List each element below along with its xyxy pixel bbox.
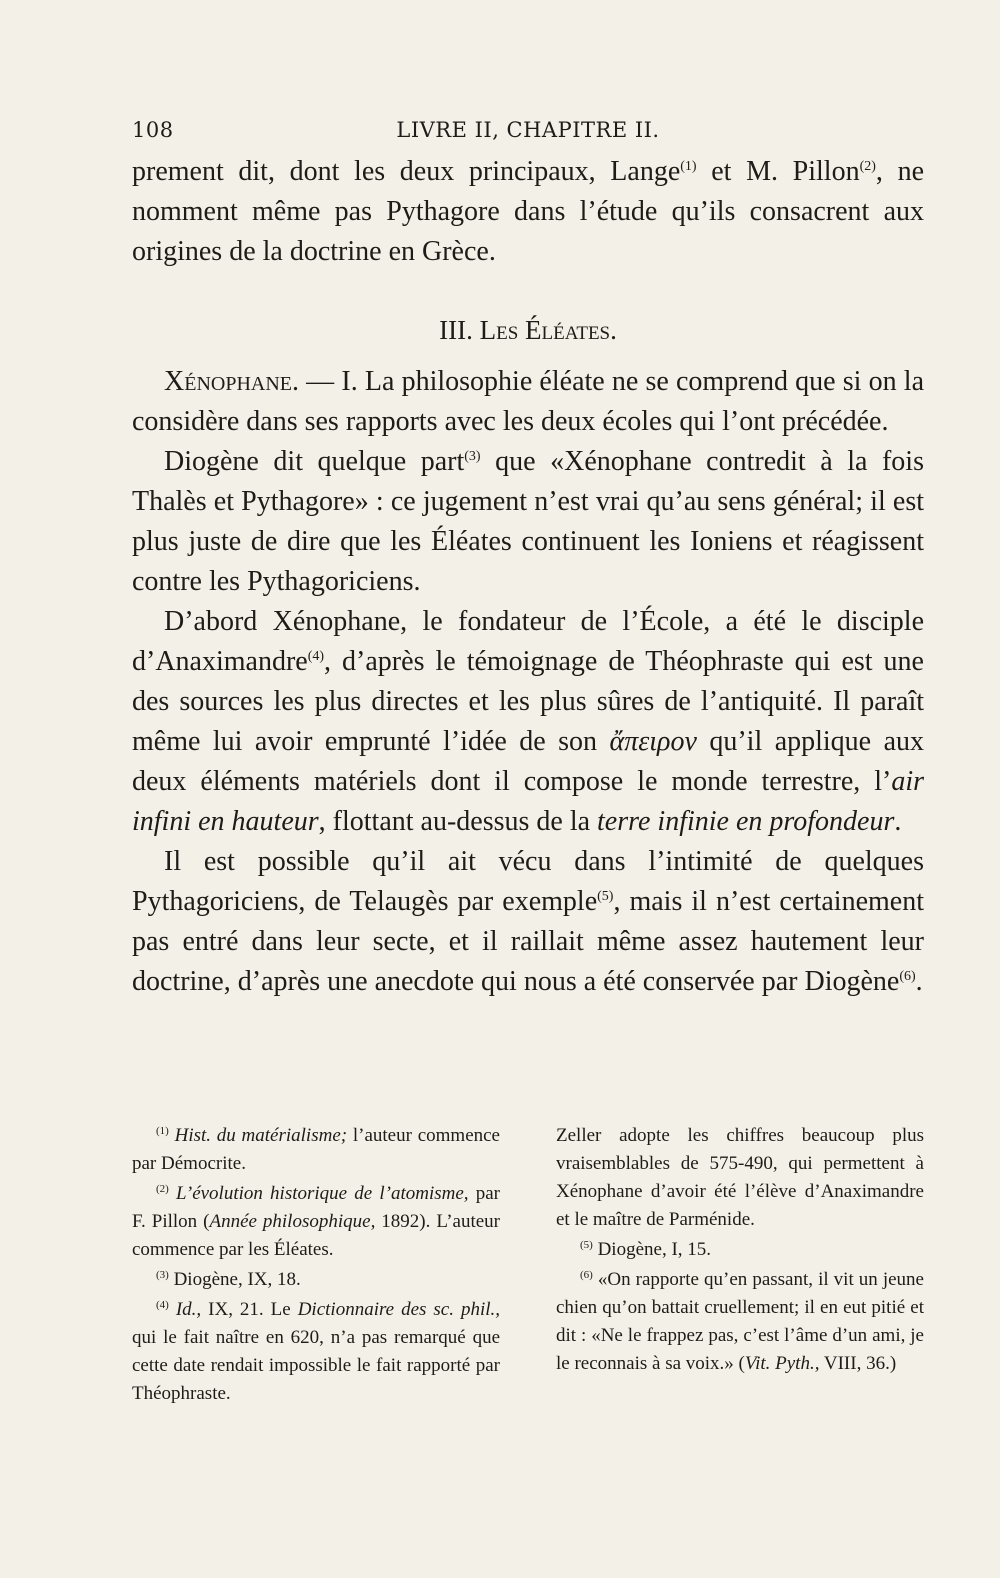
paragraph-4: D’abord Xénophane, le fondateur de l’École, a été le disciple d’Anaximandre$^{(4)}$, d’après le témoignage de Théophraste qui est une des sources les plus directes et les plus sûres de l’antiquité. Il paraît même lui avoir emprunté l’idée de son ἄπειρον qu’il applique aux deux éléments matériels dont il compose le monde terrestre, l’air infini en hauteur, flottant au-dessus de la terre infinie en profondeur. [132,606,924,837]
paragraph-2: Xénophane. — I. La philosophie éléate ne se comprend que si on la considère dans ses rapports avec les deux écoles qui l’ont précédée. [132,366,924,437]
footnotes-right-column [556,1122,924,1410]
page-number: 108 [132,118,174,142]
footnotes [132,1122,924,1410]
running-head [132,112,924,152]
footnote-ref-4[interactable]: (4) [307,649,325,664]
paragraph-3: Diogène dit quelque part$^{(3)}$ que «Xénophane contredit à la fois Thalès et Pythagore» : ce jugement n’est vrai qu’au sens général; il est plus juste de dire que les Éléates continuent les Ioniens et réagissent contre les Pythagoriciens. [132,446,924,597]
footnote-4: $^{(4)}$ Id., IX, 21. Le Dictionnaire des sc. phil., qui le fait naître en 620, n’a pas remarqué que cette date rendait impossible le fait rapporté par Théophraste. [132,1299,501,1404]
body-text [132,152,924,1002]
footnote-2: $^{(2)}$ L’évolution historique de l’atomisme, par F. Pillon (Année philosophique, 1892). L’auteur commence par les Éléates. [132,1183,500,1260]
footnote-4-continued: Zeller adopte les chiffres beaucoup plus vraisemblables de 575-490, qui permettent à Xénophane d’avoir été l’élève d’Anaximandre et le maître de Parménide. [556,1125,924,1230]
footnotes-left-column [132,1122,500,1410]
footnote-ref-2[interactable]: (2) [859,159,876,174]
greek-term: ἄπειρον [609,726,697,757]
footnote-ref-5[interactable]: (5) [597,889,614,904]
footnote-6: $^{(6)}$ «On rapporte qu’en passant, il vit un jeune chien qu’on battait cruellement; il en eut pitié et dit : «Ne le frappez pas, c’est l’âme d’un ami, je le reconnais à sa voix.» (Vit. Pyth., VIII, 36.) [556,1269,924,1374]
footnote-ref-3[interactable]: (3) [464,449,481,464]
lead-term: Xénophane. [164,366,299,397]
footnote-ref-6[interactable]: (6) [899,969,916,984]
footnote-3: $^{(3)}$ Diogène, IX, 18. [156,1269,301,1290]
footnote-ref-1[interactable]: (1) [680,159,697,174]
paragraph-5: Il est possible qu’il ait vécu dans l’intimité de quelques Pythagoriciens, de Telaugès par exemple$^{(5)}$, mais il n’est certainement pas entré dans leur secte, et il raillait même assez hautement leur doctrine, d’après une anecdote qui nous a été conservée par Diogène$^{(6)}$. [132,846,924,997]
footnote-5: $^{(5)}$ Diogène, I, 15. [580,1239,712,1260]
page [132,112,924,1002]
paragraph-1: prement dit, dont les deux principaux, Lange$^{(1)}$ et M. Pillon$^{(2)}$, ne nomment même pas Pythagore dans l’étude qu’ils consacrent aux origines de la doctrine en Grèce. [132,156,925,267]
section-heading: III. Les Éléates. [439,315,617,345]
running-title: LIVRE II, CHAPITRE II. [396,118,660,142]
footnote-1: $^{(1)}$ Hist. du matérialisme; l’auteur commence par Démocrite. [132,1125,500,1174]
